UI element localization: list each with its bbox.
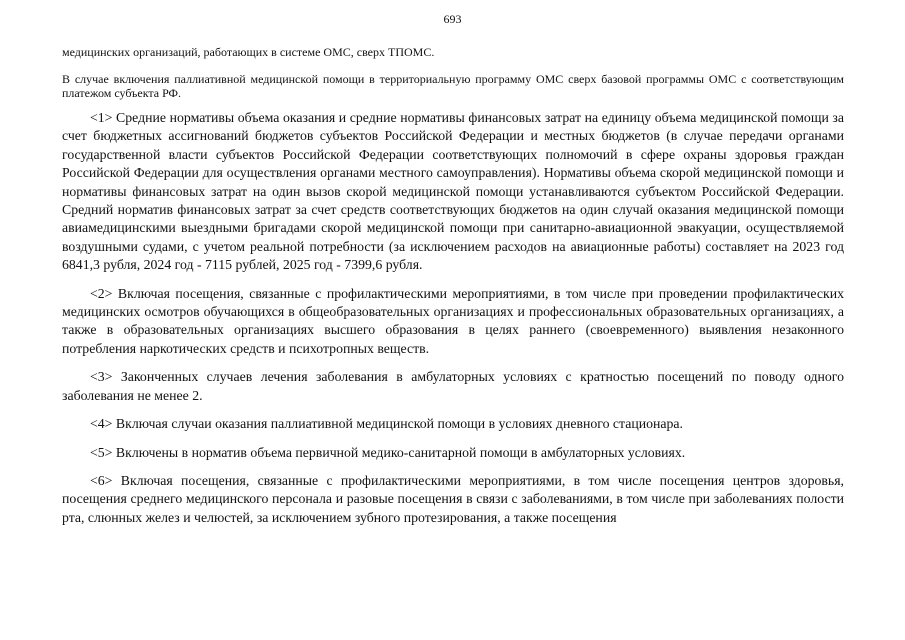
palliative-note: В случае включения паллиативной медицинской помощи в территориальную программу ОМС сверх базовой программы ОМС с соответствующим платежом субъекта РФ. [62, 72, 844, 100]
footnote-2: <2> Включая посещения, связанные с профилактическими мероприятиями, в том числе при проведении профилактических медицинских осмотров обучающихся в общеобразовательных организациях и профессиональных образовательных организациях, а также в образовательных организациях высшего образования в целях раннего (своевременного) выявления незаконного потребления наркотических средств и психотропных веществ. [62, 285, 844, 356]
page-number: 693 [443, 12, 462, 26]
footnote-5: <5> Включены в норматив объема первичной медико-санитарной помощи в амбулаторных условиях. [90, 444, 686, 460]
footnote-4: <4> Включая случаи оказания паллиативной медицинской помощи в условиях дневного стационара. [90, 416, 684, 432]
continued-line: медицинских организаций, работающих в системе ОМС, сверх ТПОМС. [62, 45, 435, 59]
footnote-1: <1> Средние нормативы объема оказания и средние нормативы финансовых затрат на единицу объема медицинской помощи за счет бюджетных ассигнований бюджетов субъектов Российской Федерации и местных бюджетов (в случае передачи органами государственной власти субъектов Российской Федерации соответствующих полномочий в сфере охраны здоровья граждан Российской Федерации для осуществления органами местного самоуправления). Нормативы объема скорой медицинской помощи и нормативы финансовых затрат на один вызов скорой медицинской помощи устанавливаются субъектом Российской Федерации. Средний норматив финансовых затрат за счет средств соответствующих бюджетов на один случай оказания медицинской помощи авиамедицинскими выездными бригадами скорой медицинской помощи при санитарно-авиационной эвакуации, осуществляемой воздушными судами, с учетом реальной потребности (за исключением расходов на авиационные работы) составляет на 2023 год 6841,3 рубля, 2024 год - 7115 рублей, 2025 год - 7399,6 рубля. [62, 110, 844, 273]
footnote-6: <6> Включая посещения, связанные с профилактическими мероприятиями, в том числе посещения центров здоровья, посещения среднего медицинского персонала и разовые посещения в связи с заболеваниями, в том числе при заболеваниях полости рта, слюнных желез и челюстей, за исключением зубного протезирования, а также посещения [62, 472, 844, 525]
footnotes [62, 109, 844, 537]
footnote-3: <3> Законченных случаев лечения заболевания в амбулаторных условиях с кратностью посещений по поводу одного заболевания не менее 2. [62, 369, 844, 403]
